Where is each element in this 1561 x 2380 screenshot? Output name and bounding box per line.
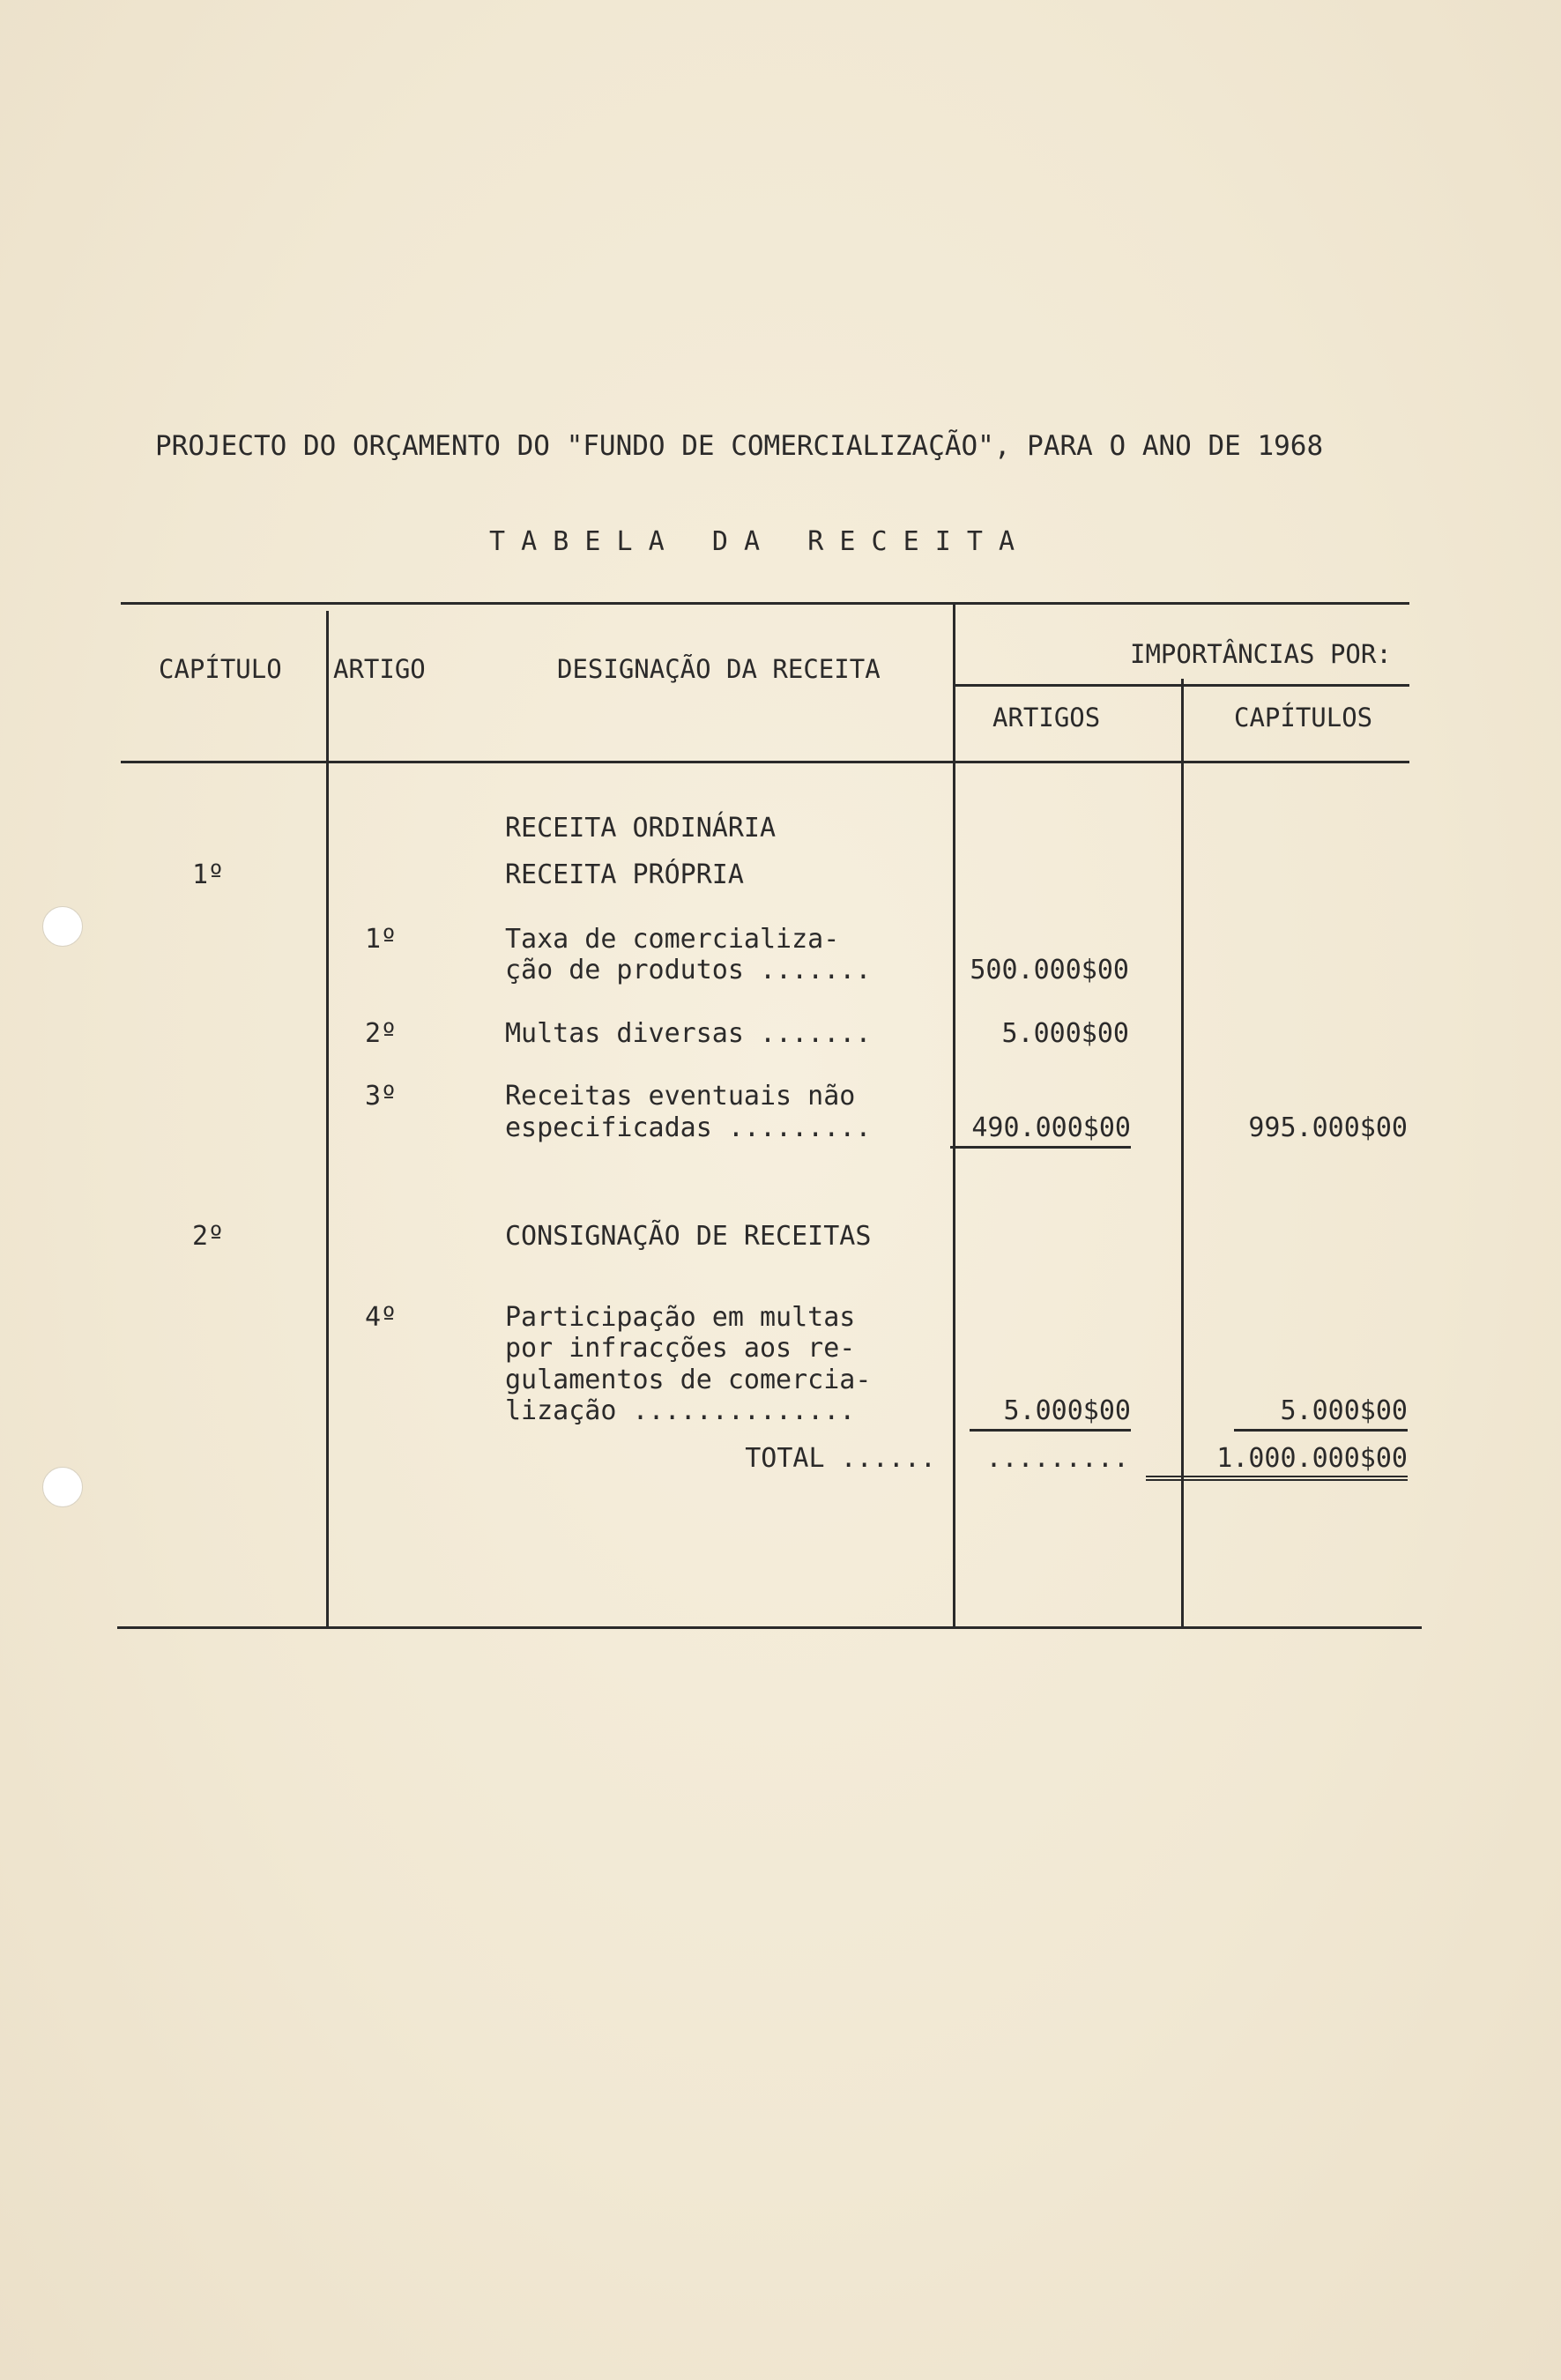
chapter-2-total: 5.000$00 — [1234, 1395, 1408, 1432]
header-artigos: ARTIGOS — [992, 703, 1101, 733]
row-4-desc-line2: por infracções aos re- — [505, 1333, 856, 1364]
chapter-2-title: CONSIGNAÇÃO DE RECEITAS — [505, 1221, 872, 1252]
header-designacao: DESIGNAÇÃO DA RECEITA — [557, 654, 881, 684]
chapter-1-number: 1º — [192, 859, 225, 890]
chapter-2-number: 2º — [192, 1221, 225, 1252]
row-1-artigo: 1º — [365, 924, 398, 955]
chapter-1-title: RECEITA PRÓPRIA — [505, 859, 744, 890]
total-label: TOTAL ...... — [745, 1443, 936, 1474]
table-bottom-rule — [117, 1626, 1422, 1629]
row-2-artigo: 2º — [365, 1018, 398, 1049]
row-3-amount: 490.000$00 — [950, 1112, 1131, 1149]
column-rule-artigos — [1181, 679, 1184, 1626]
row-3-desc-line2: especificadas ......... — [505, 1112, 872, 1143]
document-title: PROJECTO DO ORÇAMENTO DO "FUNDO DE COMERCIALIZAÇÃO", PARA O ANO DE 1968 — [155, 430, 1324, 462]
punch-hole-top — [42, 906, 83, 947]
table-heading: T A B E L A D A R E C E I T A — [489, 526, 1015, 557]
header-capitulos: CAPÍTULOS — [1234, 703, 1373, 733]
row-3-desc-line1: Receitas eventuais não — [505, 1081, 856, 1112]
row-2-desc-line1: Multas diversas ....... — [505, 1018, 872, 1049]
header-bottom-rule — [121, 761, 1409, 763]
row-4-desc-line4: lização .............. — [505, 1395, 856, 1426]
total-dots: ......... — [985, 1443, 1129, 1474]
row-1-amount: 500.000$00 — [970, 955, 1129, 985]
section-receita-ordinaria: RECEITA ORDINÁRIA — [505, 813, 777, 844]
row-4-desc-line3: gulamentos de comercia- — [505, 1365, 872, 1395]
header-importancias: IMPORTÂNCIAS POR: — [1130, 639, 1392, 669]
table-top-rule — [121, 602, 1409, 605]
column-rule-capitulo — [326, 611, 329, 1629]
header-capitulo: CAPÍTULO — [159, 654, 282, 684]
row-2-amount: 5.000$00 — [1001, 1018, 1129, 1049]
row-4-desc-line1: Participação em multas — [505, 1302, 856, 1333]
row-1-desc-line1: Taxa de comercializa- — [505, 924, 840, 955]
row-1-desc-line2: ção de produtos ....... — [505, 955, 872, 985]
chapter-1-total: 995.000$00 — [1248, 1112, 1408, 1143]
header-artigo: ARTIGO — [333, 654, 426, 684]
grand-total: 1.000.000$00 — [1146, 1443, 1408, 1481]
row-4-amount: 5.000$00 — [970, 1395, 1131, 1432]
row-3-artigo: 3º — [365, 1081, 398, 1112]
row-4-artigo: 4º — [365, 1302, 398, 1333]
punch-hole-bottom — [42, 1467, 83, 1507]
